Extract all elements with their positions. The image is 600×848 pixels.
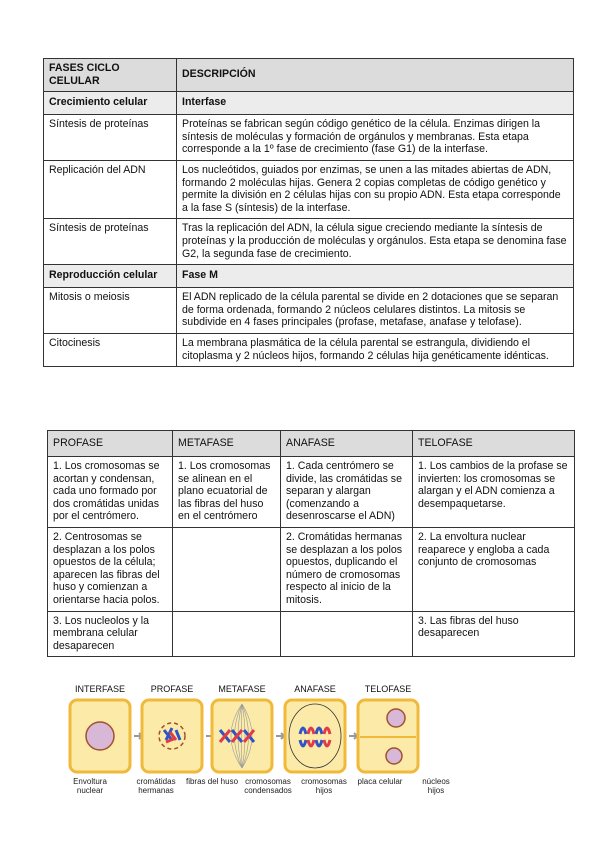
description-cell: Los nucleótidos, guiados por enzimas, se unen a las mitades abiertas de ADN, formando 2 moléculas hijas. Genera 2 copias completas de código genético y permite la división en 2 células hijas con su propio ADN. Esta etapa corresponde a la fase S (síntesis) de la interfase. [177, 160, 574, 218]
header-metafase: METAFASE [173, 431, 281, 457]
daughter-nucleus [386, 748, 402, 764]
step-cell: 1. Cada centrómero se divide, las cromátidas se separan y alargan (comenzando a desenroscarse el ADN) [281, 457, 413, 528]
step-cell: 1. Los cambios de la profase se invierten: los cromosomas se alargan y el ADN comienza a desempaquetarse. [413, 457, 575, 528]
step-cell: 1. Los cromosomas se alinean en el plano ecuatorial de las fibras del huso en el centrómero [173, 457, 281, 528]
table-row [44, 288, 574, 334]
step-cell [173, 527, 281, 611]
mitosis-phases-table [47, 430, 575, 657]
step-cell: 3. Los nucleolos y la membrana celular desaparecen [48, 611, 173, 657]
phase-cell: Síntesis de proteínas [44, 219, 177, 265]
step-cell: 1. Los cromosomas se acortan y condensan, cada uno formado por dos cromátidas unidas por el centrómero. [48, 457, 173, 528]
table-row [48, 611, 575, 657]
figure-label-box [353, 777, 407, 801]
nucleus [86, 722, 114, 750]
phase-cell: Crecimiento celular [44, 92, 177, 115]
phase-title: INTERFASE [74, 684, 126, 694]
figure-label-box [63, 777, 117, 801]
step-cell: 2. Cromátidas hermanas se desplazan a los polos opuestos, duplicando el número de cromosomas respecto al inicio de la mitosis. [281, 527, 413, 611]
figure-label: Envoltura nuclear [73, 777, 107, 795]
phase-title: PROFASE [150, 684, 194, 694]
table-header-row [48, 431, 575, 457]
figure-label: fibras del huso [185, 777, 239, 786]
description-cell: La membrana plasmática de la célula parental se estrangula, dividiendo el citoplasma y 2 núcleos hijos, formando 2 células hija genéticamente idénticas. [177, 333, 574, 366]
table-row [44, 160, 574, 218]
description-cell: Interfase [177, 92, 574, 115]
figure-label-box [129, 777, 183, 801]
phase-cell: Replicación del ADN [44, 160, 177, 218]
figure-label: cromosomas hijos [301, 777, 347, 795]
figure-label: cromátidas hermanas [136, 777, 176, 795]
phase-cell: Síntesis de proteínas [44, 115, 177, 161]
figure-label: placa celular [357, 777, 403, 786]
phase-title: TELOFASE [364, 684, 412, 694]
description-cell: El ADN replicado de la célula parental se divide en 2 dotaciones que se separan de forma ordenada, formando 2 núcleos celulares distintos. La mitosis se subdivide en 4 fases principales (profase, metafase, anafase y telofase). [177, 288, 574, 334]
figure-label-box [413, 777, 459, 801]
header-description: DESCRIPCIÓN [177, 59, 574, 92]
table-row [48, 527, 575, 611]
step-cell [173, 611, 281, 657]
table-row [48, 457, 575, 528]
cell-shape [285, 700, 345, 772]
description-cell: Proteínas se fabrican según código genético de la célula. Enzimas dirigen la síntesis de moléculas y formación de orgánulos y membranas. Esta etapa corresponde a la 1º fase de crecimiento (fase G1) de la interfase. [177, 115, 574, 161]
figure-label-box [185, 777, 239, 801]
step-cell: 3. Las fibras del huso desaparecen [413, 611, 575, 657]
header-telofase: TELOFASE [413, 431, 575, 457]
arrow-icon [276, 733, 284, 739]
step-cell [281, 611, 413, 657]
description-cell: Fase M [177, 265, 574, 288]
description-cell: Tras la replicación del ADN, la célula sigue creciendo mediante la síntesis de proteínas y la producción de moléculas y orgánulos. Esta etapa se denomina fase G2, la segunda fase de crecimiento. [177, 219, 574, 265]
section-row [44, 265, 574, 288]
phase-title: ANAFASE [294, 684, 336, 694]
cell-cycle-table [43, 58, 574, 367]
table-row [44, 219, 574, 265]
figure-label-box [297, 777, 351, 801]
figure-label: núcleos hijos [422, 777, 450, 795]
header-profase: PROFASE [48, 431, 173, 457]
arrow-icon [349, 733, 357, 739]
phase-title: METAFASE [218, 684, 266, 694]
phase-cell: Mitosis o meiosis [44, 288, 177, 334]
step-cell: 2. La envoltura nuclear reaparece y engloba a cada conjunto de cromosomas [413, 527, 575, 611]
section-row [44, 92, 574, 115]
header-phase: FASES CICLO CELULAR [44, 59, 177, 92]
table-header-row [44, 59, 574, 92]
mitosis-diagram [60, 680, 460, 802]
figure-label-box [241, 777, 295, 801]
step-cell: 2. Centrosomas se desplazan a los polos opuestos de la célula; aparecen las fibras del huso y comienzan a orientarse hacia polos. [48, 527, 173, 611]
header-anafase: ANAFASE [281, 431, 413, 457]
table-row [44, 333, 574, 366]
phase-cell: Citocinesis [44, 333, 177, 366]
figure-label: cromosomas condensados [244, 777, 292, 795]
daughter-nucleus [387, 709, 405, 727]
phase-cell: Reproducción celular [44, 265, 177, 288]
table-row [44, 115, 574, 161]
